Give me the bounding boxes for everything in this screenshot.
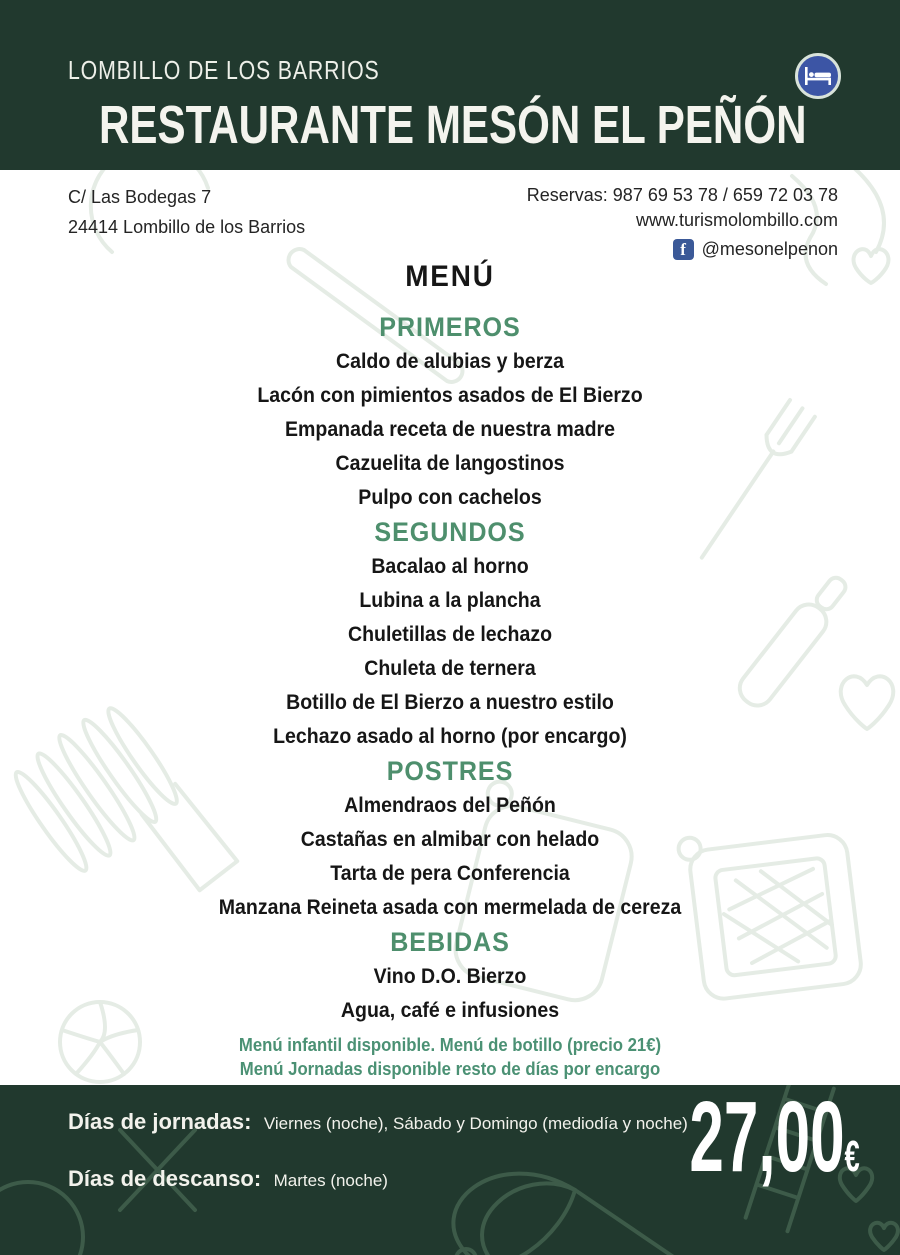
whisk-doodle-icon: [453, 1174, 700, 1255]
section-heading-primeros: PRIMEROS: [379, 312, 521, 342]
menu-section-segundos: [32, 519, 869, 754]
locality-title: LOMBILLO DE LOS BARRIOS: [68, 55, 380, 85]
menu-item: Agua, café e infusiones: [340, 999, 560, 1022]
facebook-icon: f: [673, 239, 694, 260]
menu-item: Lechazo asado al horno (por encargo): [273, 725, 627, 748]
section-heading-segundos: SEGUNDOS: [374, 517, 526, 547]
descanso-value: Martes (noche): [273, 1171, 388, 1190]
price-amount: 27,00: [689, 1085, 845, 1193]
price-currency: €: [844, 1132, 860, 1181]
menu: [32, 262, 869, 1081]
header-band: [0, 0, 900, 170]
descanso-label: Días de descanso:: [68, 1166, 262, 1191]
menu-item: Caldo de alubias y berza: [336, 350, 564, 373]
section-heading-bebidas: BEBIDAS: [390, 927, 510, 957]
section-heading-postres: POSTRES: [386, 756, 514, 786]
menu-section-primeros: [32, 314, 869, 515]
menu-price: [689, 1085, 860, 1193]
menu-section-bebidas: [32, 929, 869, 1028]
menu-item: Tarta de pera Conferencia: [330, 862, 570, 885]
menu-item: Lacón con pimientos asados de El Bierzo: [257, 384, 643, 407]
menu-item: Bacalao al horno: [371, 555, 529, 578]
menu-item: Chuleta de ternera: [364, 657, 536, 680]
facebook-row: [527, 237, 838, 262]
lodging-badge: [795, 53, 841, 99]
menu-item: Almendraos del Peñón: [344, 794, 556, 817]
contact-block: [527, 183, 838, 262]
address-block: [68, 182, 305, 242]
menu-item: Cazuelita de langostinos: [335, 452, 565, 475]
menu-item: Chuletillas de lechazo: [347, 623, 553, 646]
menu-item: Lubina a la plancha: [359, 589, 541, 612]
reservations-phones: Reservas: 987 69 53 78 / 659 72 03 78: [526, 185, 838, 205]
address-line-1: C/ Las Bodegas 7: [68, 187, 212, 207]
menu-item: Botillo de El Bierzo a nuestro estilo: [286, 691, 614, 714]
restaurant-title: RESTAURANTE MESÓN EL PEÑÓN: [99, 95, 807, 155]
jornadas-value: Viernes (noche), Sábado y Domingo (mediodía y noche): [263, 1114, 688, 1133]
facebook-handle: @mesonelpenon: [701, 239, 838, 259]
descanso-row: [68, 1166, 388, 1192]
menu-item: Pulpo con cachelos: [358, 486, 542, 509]
lemon-doodle-icon: [0, 1182, 83, 1255]
menu-note: Menú infantil disponible. Menú de botillo (precio 21€): [238, 1035, 662, 1055]
menu-item: Manzana Reineta asada con mermelada de cereza: [218, 896, 682, 919]
menu-note: Menú Jornadas disponible resto de días por encargo: [239, 1059, 661, 1079]
menu-item: Vino D.O. Bierzo: [373, 965, 527, 988]
menu-title: MENÚ: [405, 260, 495, 293]
menu-item: Empanada receta de nuestra madre: [284, 418, 615, 441]
bed-icon: [805, 67, 831, 85]
website-url: www.turismolombillo.com: [635, 210, 838, 230]
menu-item: Castañas en almibar con helado: [300, 828, 600, 851]
menu-notes: [32, 1033, 869, 1081]
jornadas-label: Días de jornadas:: [68, 1109, 252, 1134]
jornadas-row: [68, 1109, 688, 1135]
heart-doodle-icon: [870, 1223, 898, 1250]
menu-section-postres: [32, 758, 869, 925]
footer-band: [0, 1085, 900, 1255]
address-line-2: 24414 Lombillo de los Barrios: [68, 217, 306, 237]
